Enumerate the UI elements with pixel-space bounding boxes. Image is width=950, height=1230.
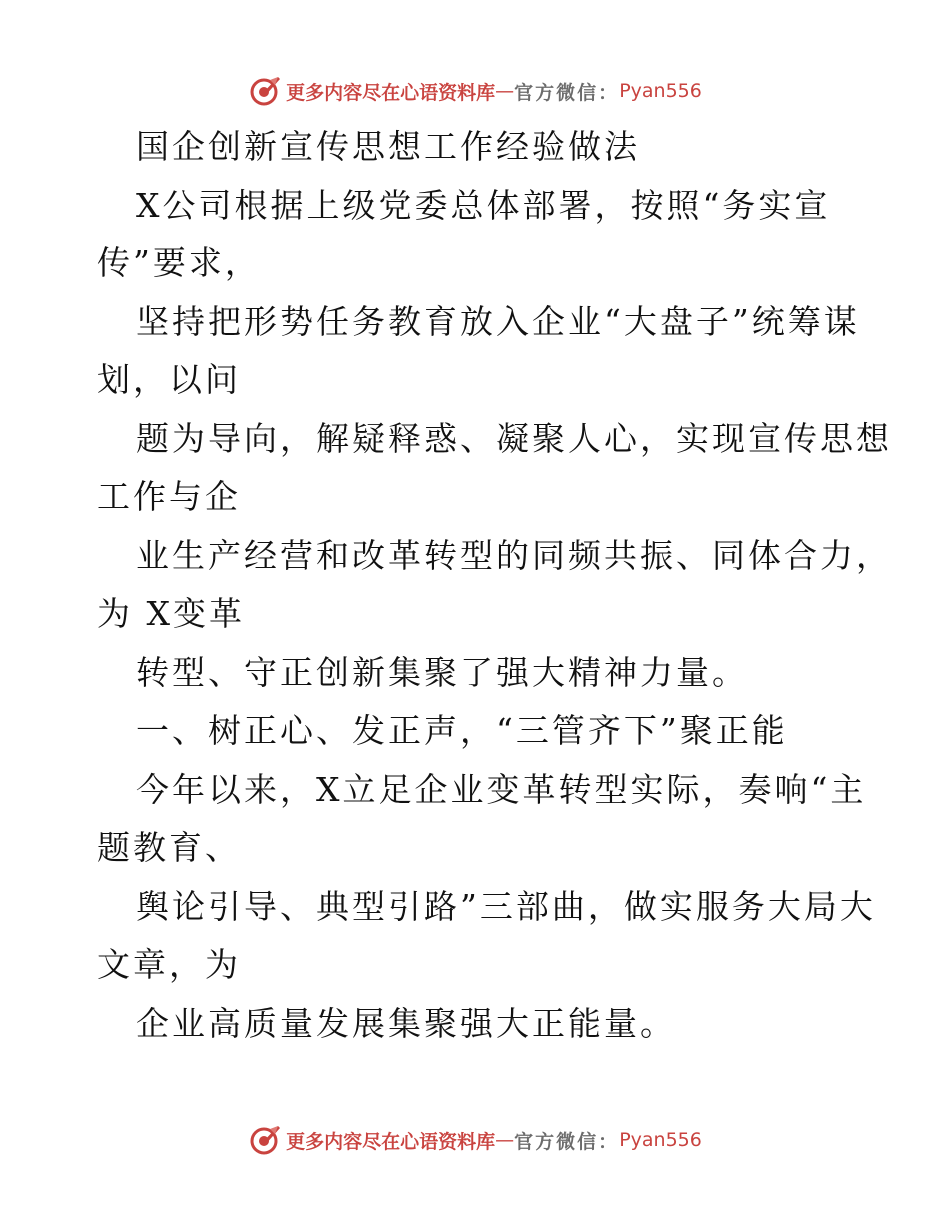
document-title: 国企创新宣传思想工作经验做法: [136, 127, 640, 166]
watermark-brand: 更多内容尽在心语资料库: [286, 81, 496, 104]
paragraph-line: 传”要求，: [97, 243, 261, 282]
quill-logo-icon: [248, 1123, 282, 1157]
watermark-official: 官方微信：: [514, 1130, 620, 1153]
watermark-dash: —: [495, 1129, 515, 1151]
paragraph-line: 坚持把形势任务教育放入企业“大盘子”统筹谋: [136, 302, 860, 341]
paragraph-line: 文章，为: [97, 945, 241, 984]
paragraph-line: 为 X变革: [97, 594, 245, 633]
paragraph-line: 题教育、: [97, 828, 241, 867]
paragraph-line: 今年以来，X立足企业变革转型实际，奏响“主: [136, 770, 867, 809]
header-watermark: [0, 71, 950, 111]
paragraph-line: 业生产经营和改革转型的同频共振、同体合力，: [136, 536, 892, 575]
section-heading: 一、树正心、发正声，“三管齐下”聚正能: [136, 711, 788, 750]
paragraph-line: 题为导向，解疑释惑、凝聚人心，实现宣传思想: [136, 419, 892, 458]
watermark-brand: 更多内容尽在心语资料库: [286, 1130, 496, 1153]
footer-watermark: [0, 1120, 950, 1160]
paragraph-line: 划，以问: [97, 360, 241, 399]
paragraph-line: X公司根据上级党委总体部署，按照“务实宣: [136, 186, 831, 225]
watermark-dash: —: [495, 80, 515, 102]
watermark-official: 官方微信：: [514, 81, 620, 104]
watermark-id: Pyan556: [619, 1129, 702, 1151]
paragraph-line: 舆论引导、典型引路”三部曲，做实服务大局大: [136, 887, 876, 926]
paragraph-line: 工作与企: [97, 477, 241, 516]
paragraph-line: 企业高质量发展集聚强大正能量。: [136, 1004, 676, 1043]
quill-logo-icon: [248, 74, 282, 108]
paragraph-line: 转型、守正创新集聚了强大精神力量。: [136, 653, 748, 692]
watermark-id: Pyan556: [619, 80, 702, 102]
